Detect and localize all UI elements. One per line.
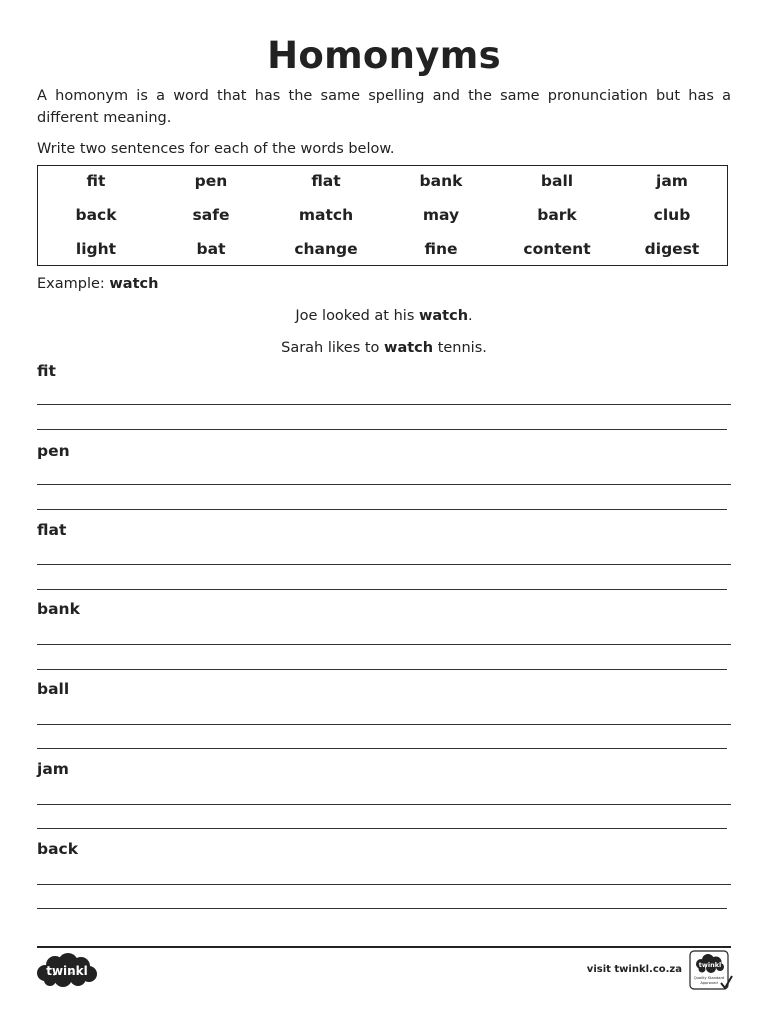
- writing-line[interactable]: [37, 828, 727, 829]
- word-cell: may: [422, 206, 460, 224]
- writing-line[interactable]: [37, 804, 731, 805]
- word-cell: flat: [311, 172, 341, 190]
- word-cell: ball: [540, 172, 574, 190]
- writing-line[interactable]: [37, 669, 727, 670]
- section-label-pen: pen: [37, 442, 70, 460]
- section-label-flat: flat: [37, 521, 67, 539]
- word-cell: bat: [196, 240, 226, 258]
- visit-website-link[interactable]: visit twinkl.co.za: [586, 964, 682, 975]
- word-cell: bark: [537, 206, 577, 224]
- word-cell: content: [523, 240, 591, 258]
- word-cell: safe: [192, 206, 230, 224]
- word-cell: bank: [419, 172, 463, 190]
- writing-line[interactable]: [37, 884, 731, 885]
- word-row: [38, 203, 727, 227]
- badge-logo-text: twinkl: [698, 961, 722, 969]
- example-sentence-1: [0, 306, 768, 326]
- quality-standard-badge-icon: [689, 950, 733, 992]
- writing-line[interactable]: [37, 724, 731, 725]
- example-sentence-text: .: [468, 308, 473, 324]
- writing-line[interactable]: [37, 589, 727, 590]
- example-label: [37, 274, 158, 294]
- section-label-bank: bank: [37, 600, 80, 618]
- example-sentence-text: tennis.: [437, 340, 487, 356]
- example-sentence-text: Sarah likes to: [281, 340, 380, 356]
- writing-line[interactable]: [37, 404, 731, 405]
- word-cell: fit: [86, 172, 106, 190]
- logo-text: twinkl: [46, 964, 88, 978]
- word-row: [38, 237, 727, 261]
- word-box: [37, 165, 728, 266]
- writing-line[interactable]: [37, 509, 727, 510]
- writing-line[interactable]: [37, 429, 727, 430]
- writing-line[interactable]: [37, 644, 731, 645]
- example-sentence-text: Joe looked at his: [295, 308, 415, 324]
- word-cell: pen: [194, 172, 228, 190]
- word-cell: match: [298, 206, 354, 224]
- example-word: watch: [109, 276, 159, 292]
- section-label-fit: fit: [37, 362, 56, 380]
- word-cell: back: [75, 206, 117, 224]
- intro-paragraph: A homonym is a word that has the same spelling and the same pronunciation but has a different meaning.: [37, 88, 731, 126]
- writing-line[interactable]: [37, 748, 727, 749]
- section-label-ball: ball: [37, 680, 70, 698]
- word-cell: fine: [424, 240, 458, 258]
- writing-line[interactable]: [37, 908, 727, 909]
- page-title: Homonyms: [267, 34, 501, 77]
- word-cell: club: [653, 206, 691, 224]
- badge-caption: Approved: [700, 981, 718, 985]
- example-sentence-2: [0, 338, 768, 358]
- twinkl-logo-icon: [36, 952, 98, 988]
- example-label-text: Example:: [37, 276, 105, 292]
- section-label-jam: jam: [37, 760, 69, 778]
- word-cell: light: [75, 240, 117, 258]
- section-label-back: back: [37, 840, 79, 858]
- footer-divider: [37, 946, 731, 948]
- example-sentence-keyword: watch: [384, 340, 434, 356]
- writing-line[interactable]: [37, 564, 731, 565]
- word-row: [38, 169, 727, 193]
- writing-line[interactable]: [37, 484, 731, 485]
- instruction-text: Write two sentences for each of the words below.: [37, 141, 395, 157]
- word-cell: change: [294, 240, 358, 258]
- word-cell: digest: [644, 240, 700, 258]
- word-cell: jam: [656, 172, 688, 190]
- badge-caption: Quality Standard: [693, 976, 725, 980]
- example-sentence-keyword: watch: [419, 308, 469, 324]
